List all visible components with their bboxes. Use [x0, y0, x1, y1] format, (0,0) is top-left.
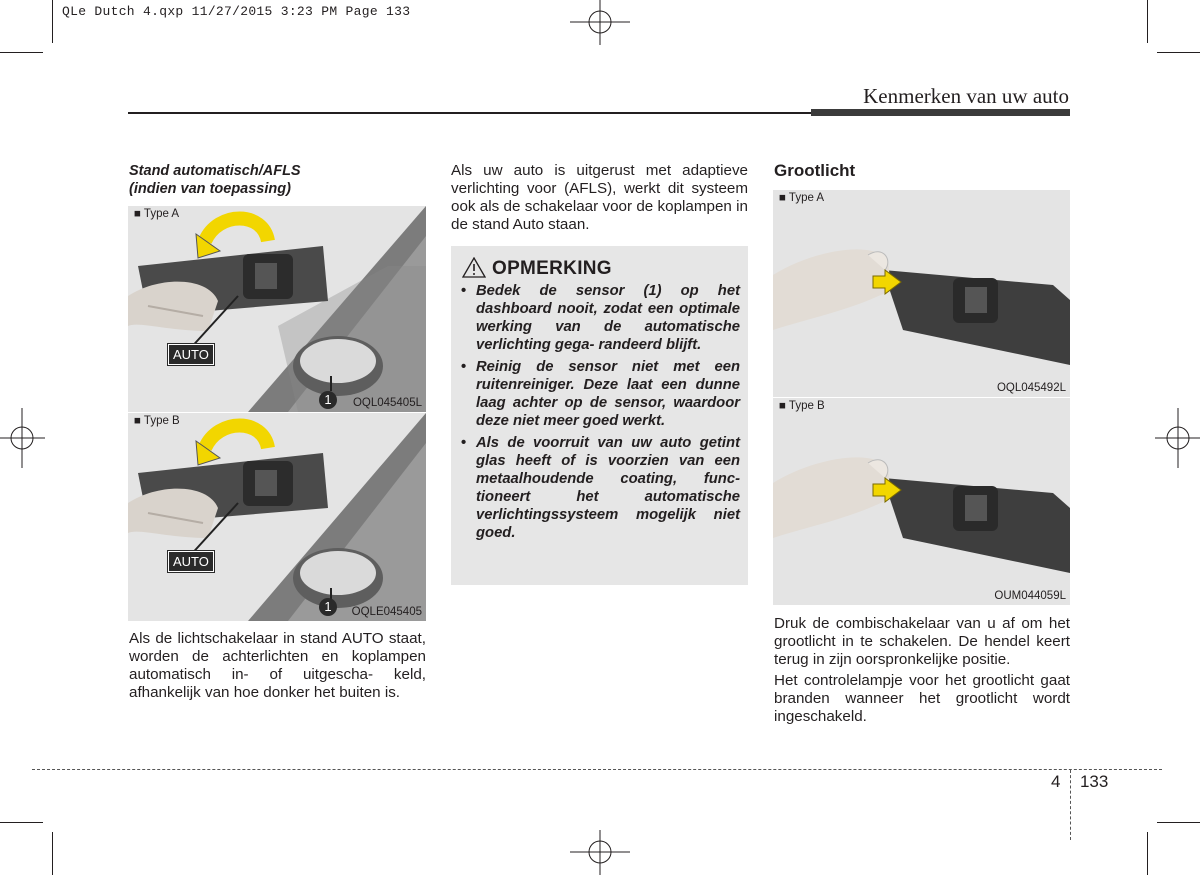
crop-mark	[1157, 52, 1200, 53]
page-number-value: 133	[1079, 772, 1109, 791]
print-slug: QLe Dutch 4.qxp 11/27/2015 3:23 PM Page 133	[62, 4, 411, 19]
switch-illustration	[128, 206, 426, 412]
crop-mark	[1147, 832, 1148, 875]
sensor-marker: 1	[319, 598, 337, 616]
figure-label: ■ Type A	[134, 208, 180, 220]
body-paragraph: Het controlelampje voor het grootlicht gaat branden wanneer het grootlicht wordt ingeschakeld.	[774, 672, 1070, 725]
switch-illustration	[773, 190, 1070, 397]
registration-mark-icon	[570, 830, 630, 875]
notice-list	[460, 282, 740, 546]
sensor-marker: 1	[319, 391, 337, 409]
figure-label: ■ Type A	[779, 192, 825, 204]
page-number	[1051, 772, 1108, 792]
crop-mark	[0, 822, 43, 823]
crop-mark	[1157, 822, 1200, 823]
notice-item: • Reinig de sensor niet met een ruitenreiniger. Deze laat een dunne laag achter op de sensor, waardoor deze niet meer goed werkt.	[460, 358, 740, 430]
section-title: Kenmerken van uw auto	[863, 84, 1069, 108]
notice-item: • Als de voorruit van uw auto getint glas heeft of is voorzien van een metaalhoudende coating, func- tioneert het automatische verlichtingssysteem mogelijk niet goed.	[460, 434, 740, 542]
figure-label: ■ Type B	[779, 400, 825, 412]
footer-rule	[32, 769, 1162, 770]
figure-auto-type-a	[128, 206, 426, 412]
figure-code: OQLE045405	[351, 606, 422, 618]
header-rule-bar	[811, 109, 1070, 116]
body-paragraph: Als uw auto is uitgerust met adaptieve verlichting voor (AFLS), werkt dit systeem ook als de schakelaar voor de koplampen in de stand Auto staan.	[451, 162, 748, 233]
section-heading: Grootlicht	[774, 161, 856, 180]
registration-mark-icon	[570, 0, 630, 45]
body-paragraph: Als de lichtschakelaar in stand AUTO staat, worden de achterlichten en koplampen automatisch in- of uitgescha- keld, afhankelijk van hoe donker het buiten is.	[129, 630, 426, 701]
figure-code: OQL045492L	[996, 382, 1066, 394]
figure-code: OUM044059L	[994, 590, 1066, 602]
subheading-line: Stand automatisch/AFLS	[129, 163, 301, 179]
figure-highbeam-type-b	[773, 398, 1070, 605]
figure-code: OQL045405L	[352, 397, 422, 409]
body-paragraph: Druk de combischakelaar van u af om het grootlicht in te schakelen. De hendel keert terug in zijn oorspronkelijke positie.	[774, 615, 1070, 668]
notice-box	[451, 246, 748, 585]
chapter-number: 4	[1051, 772, 1061, 791]
notice-title: OPMERKING	[492, 258, 612, 279]
switch-illustration	[128, 413, 426, 621]
registration-mark-icon	[1155, 408, 1200, 468]
crop-mark	[1147, 0, 1148, 43]
subheading	[129, 162, 301, 198]
auto-badge: AUTO	[168, 344, 214, 365]
auto-badge: AUTO	[168, 551, 214, 572]
crop-mark	[52, 832, 53, 875]
registration-mark-icon	[0, 408, 45, 468]
figure-auto-type-b	[128, 413, 426, 621]
switch-illustration	[773, 398, 1070, 605]
crop-mark	[52, 0, 53, 43]
warning-triangle-icon	[462, 257, 486, 278]
subheading-line: (indien van toepassing)	[129, 181, 291, 197]
notice-item: • Bedek de sensor (1) op het dashboard nooit, zodat een optimale werking van de automatische verlichting gega- randeerd blijft.	[460, 282, 740, 354]
crop-mark	[0, 52, 43, 53]
figure-label: ■ Type B	[134, 415, 180, 427]
figure-highbeam-type-a	[773, 190, 1070, 397]
